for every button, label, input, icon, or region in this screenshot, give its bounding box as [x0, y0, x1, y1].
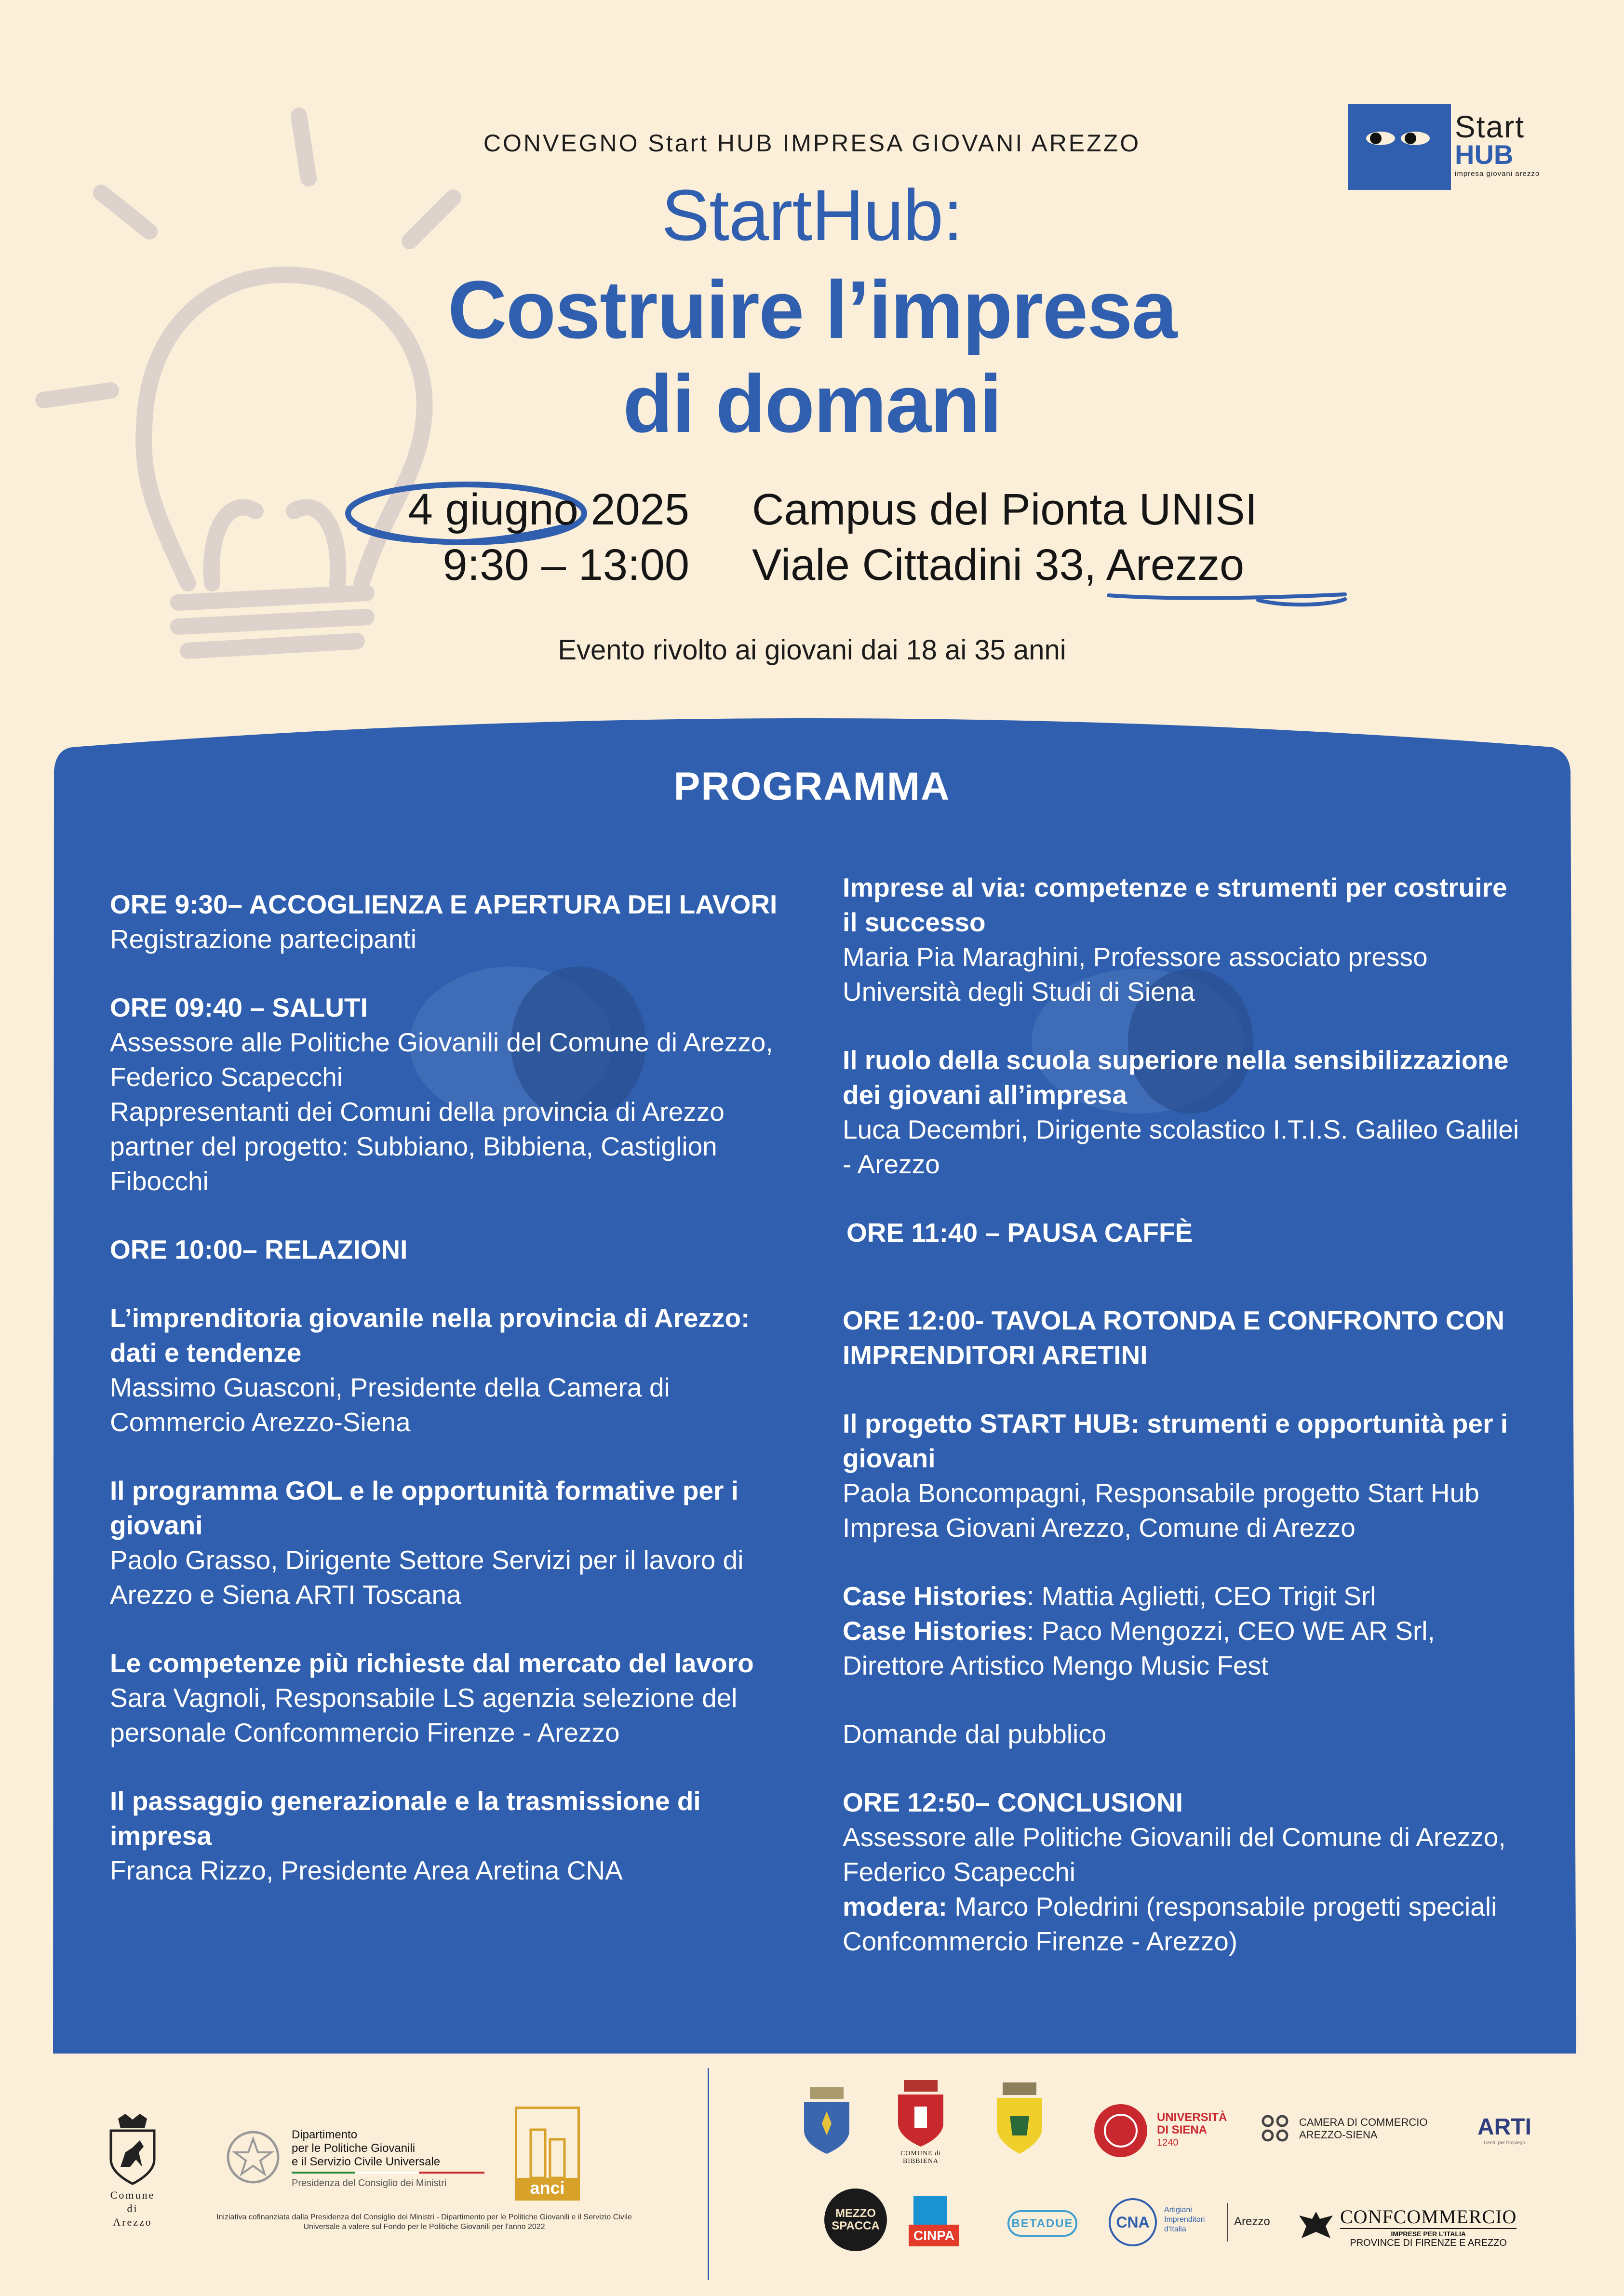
unisi-text: DI SIENA	[1157, 2123, 1208, 2136]
case-history-label: Case Histories	[843, 1581, 1027, 1611]
comune-arezzo-text: Comune	[110, 2189, 155, 2201]
cna-divider	[1227, 2203, 1228, 2242]
italian-emblem-icon	[224, 2128, 282, 2186]
cna-logo: CNA	[1109, 2198, 1157, 2246]
program-item	[843, 1717, 1527, 1751]
comune-arezzo-logo	[96, 2114, 169, 2229]
program-item-heading: ORE 11:40 – PAUSA CAFFÈ	[846, 1218, 1193, 1248]
program-item-heading: ORE 12:00- TAVOLA ROTONDA E CONFRONTO CON IMPRENDITORI ARETINI	[843, 1305, 1505, 1370]
program-item-heading: ORE 09:40 – SALUTI	[110, 993, 368, 1022]
program-item-text: Rappresentanti dei Comuni della provincia di Arezzo partner del progetto: Subbiano, Bibbiena, Castiglion Fibocchi	[110, 1097, 725, 1196]
comune-arezzo-text: Arezzo	[113, 2216, 152, 2228]
program-item-text: Assessore alle Politiche Giovanili del Comune di Arezzo, Federico Scapecchi	[843, 1822, 1506, 1887]
program-item-heading: Le competenze più richieste dal mercato del lavoro	[110, 1648, 754, 1678]
cna-city: Arezzo	[1234, 2215, 1270, 2228]
tower-icon	[521, 2120, 574, 2178]
program-item-text: Paolo Grasso, Dirigente Settore Servizi per il lavoro di Arezzo e Siena ARTI Toscana	[110, 1545, 744, 1610]
funding-note: Iniziativa cofinanziata dalla Presidenza del Consiglio dei Ministri - Dipartimento per le Politiche Giovanili e il Servizio Civile Universale a valere sul Fondo per le Politiche Giovanili per l'anno 2022	[216, 2213, 632, 2231]
mezzo-text: SPACCA	[832, 2219, 880, 2232]
presidenza-text: Presidenza del Consiglio dei Ministri	[292, 2178, 447, 2189]
program-item	[110, 990, 794, 1198]
eyes-icon	[1362, 126, 1435, 150]
program-item-text: Massimo Guasconi, Presidente della Camera di Commercio Arezzo-Siena	[110, 1372, 670, 1437]
betadue-logo: BETADUE	[1007, 2210, 1077, 2237]
bibbiena-crest-icon	[894, 2080, 947, 2148]
case-history-text: : Mattia Aglietti, CEO Trigit Srl	[1027, 1581, 1376, 1611]
case-history-text: : Paco Mengozzi, CEO WE AR Srl, Direttore Artistico Mengo Music Fest	[843, 1616, 1435, 1680]
cna-subtitle	[1164, 2205, 1205, 2234]
mezzo-text: MEZZO	[835, 2207, 876, 2220]
arti-logo	[1477, 2114, 1531, 2146]
program-item-heading: ORE 12:50– CONCLUSIONI	[843, 1787, 1183, 1817]
program-item-text: Franca Rizzo, Presidente Area Aretina CNA	[110, 1855, 623, 1885]
horse-crest-icon	[106, 2114, 159, 2186]
program-item	[110, 1473, 794, 1612]
dipartimento-text: e il Servizio Civile Universale	[292, 2155, 441, 2168]
program-item	[843, 870, 1527, 1009]
mezzo-spacca-logo	[824, 2189, 887, 2251]
program-item	[110, 1232, 794, 1267]
program-item-heading: Imprese al via: competenze e strumenti per costruire il successo	[843, 873, 1507, 937]
anci-logo	[515, 2107, 580, 2201]
program-item	[843, 1406, 1527, 1545]
program-item-text: Luca Decembri, Dirigente scolastico I.T.I.S. Galileo Galilei - Arezzo	[843, 1114, 1519, 1179]
page-title-line-2: Costruire l’impresa	[447, 264, 1177, 356]
program-item-text: Sara Vagnoli, Responsabile LS agenzia selezione del personale Confcommercio Firenze - Arezzo	[110, 1683, 738, 1747]
case-history-2	[843, 1613, 1527, 1683]
bibbiena-logo	[887, 2080, 954, 2165]
confcommercio-sub: IMPRESE PER L'ITALIA	[1391, 2230, 1466, 2238]
moderator-label: modera:	[843, 1892, 947, 1921]
confcommercio-text: CONFCOMMERCIO	[1340, 2205, 1517, 2229]
moderator	[843, 1889, 1527, 1959]
program-right-column	[843, 870, 1527, 1992]
program-item	[843, 1785, 1527, 1959]
cinpa-logo	[909, 2196, 959, 2249]
program-item	[110, 887, 794, 956]
camera-text: AREZZO-SIENA	[1299, 2129, 1378, 2141]
program-item-heading: Il progetto START HUB: strumenti e opportunità per i giovani	[843, 1409, 1508, 1473]
logo-tagline: impresa giovani arezzo	[1455, 170, 1540, 178]
program-item	[843, 1043, 1527, 1182]
cna-sub-text: d'Italia	[1164, 2225, 1186, 2233]
program-title: PROGRAMMA	[673, 765, 951, 808]
arti-sub: Centri per l'impiego	[1484, 2140, 1525, 2146]
logo-text-start: Start	[1455, 109, 1525, 144]
case-history-1	[843, 1579, 1527, 1613]
eagle-icon	[1297, 2207, 1335, 2245]
event-time: 9:30 – 13:00	[443, 540, 689, 590]
arti-text: ARTI	[1477, 2114, 1531, 2140]
logo-text-hub: HUB	[1455, 139, 1514, 170]
program-item-heading: Il programma GOL e le opportunità formative per i giovani	[110, 1476, 738, 1540]
event-date: 4 giugno 2025	[408, 485, 689, 534]
unisi-text: 1240	[1157, 2137, 1179, 2148]
unisi-text: UNIVERSITÀ	[1157, 2111, 1227, 2124]
event-address: Viale Cittadini 33, Arezzo	[752, 540, 1245, 590]
program-item-heading: Il passaggio generazionale e la trasmissione di impresa	[110, 1786, 701, 1851]
program-item-heading: L’imprenditoria giovanile nella provincia di Arezzo: dati e tendenze	[110, 1303, 750, 1368]
event-subtitle: CONVEGNO Start HUB IMPRESA GIOVANI AREZZO	[483, 130, 1141, 157]
program-item	[843, 1579, 1527, 1683]
page-title-line-1: StartHub:	[661, 175, 963, 255]
address-underline-scribble	[1104, 586, 1355, 615]
program-item	[843, 1303, 1527, 1372]
dipartimento-text: Dipartimento	[292, 2128, 358, 2141]
subbiano-crest-icon	[800, 2087, 853, 2155]
program-item	[110, 1646, 794, 1750]
program-item-text: Maria Pia Maraghini, Professore associato presso Università degli Studi di Siena	[843, 942, 1428, 1007]
program-item	[843, 1215, 1527, 1250]
confcommercio-logo	[1340, 2205, 1517, 2249]
program-item-heading: ORE 9:30– ACCOGLIENZA E APERTURA DEI LAVORI	[110, 889, 778, 919]
program-item-text: Registrazione partecipanti	[110, 924, 416, 954]
camera-commercio-logo	[1299, 2116, 1427, 2141]
page-title-line-3: di domani	[623, 358, 1001, 450]
program-left-column	[110, 887, 794, 1921]
dipartimento-text: per le Politiche Giovanili	[292, 2142, 416, 2155]
program-item-heading: ORE 10:00– RELAZIONI	[110, 1235, 408, 1264]
cna-sub-text: Artigiani	[1164, 2206, 1192, 2214]
program-item-text: Domande dal pubblico	[843, 1719, 1107, 1749]
castiglion-crest-icon	[993, 2082, 1046, 2155]
camera-commercio-icon	[1258, 2111, 1292, 2145]
program-item	[110, 1301, 794, 1439]
bibbiena-text: COMUNE di BIBBIENA	[900, 2150, 941, 2165]
program-item-heading: Il ruolo della scuola superiore nella sensibilizzazione dei giovani all’impresa	[843, 1045, 1509, 1110]
program-item-text: Paola Boncompagni, Responsabile progetto Start Hub Impresa Giovani Arezzo, Comune di Arezzo	[843, 1478, 1479, 1543]
anci-text: anci	[517, 2178, 577, 2198]
comune-arezzo-text: di	[127, 2202, 138, 2215]
moderator-text: Marco Poledrini (responsabile progetti speciali Confcommercio Firenze - Arezzo)	[843, 1892, 1497, 1956]
event-venue: Campus del Pionta UNISI	[752, 485, 1258, 534]
footer-divider	[708, 2068, 709, 2280]
unisi-logo	[1157, 2111, 1227, 2149]
cna-sub-text: Imprenditori	[1164, 2215, 1205, 2224]
event-audience: Evento rivolto ai giovani dai 18 ai 35 anni	[558, 634, 1066, 666]
camera-text: CAMERA DI COMMERCIO	[1299, 2116, 1428, 2128]
program-item-text: Assessore alle Politiche Giovanili del Comune di Arezzo, Federico Scapecchi	[110, 1027, 773, 1092]
cinpa-text: CINPA	[909, 2225, 959, 2246]
unisi-seal-icon	[1094, 2104, 1147, 2157]
confcommercio-sub: PROVINCE DI FIRENZE E AREZZO	[1350, 2238, 1507, 2248]
program-item	[110, 1784, 794, 1888]
dipartimento-logo	[292, 2128, 484, 2190]
case-history-label: Case Histories	[843, 1616, 1027, 1646]
